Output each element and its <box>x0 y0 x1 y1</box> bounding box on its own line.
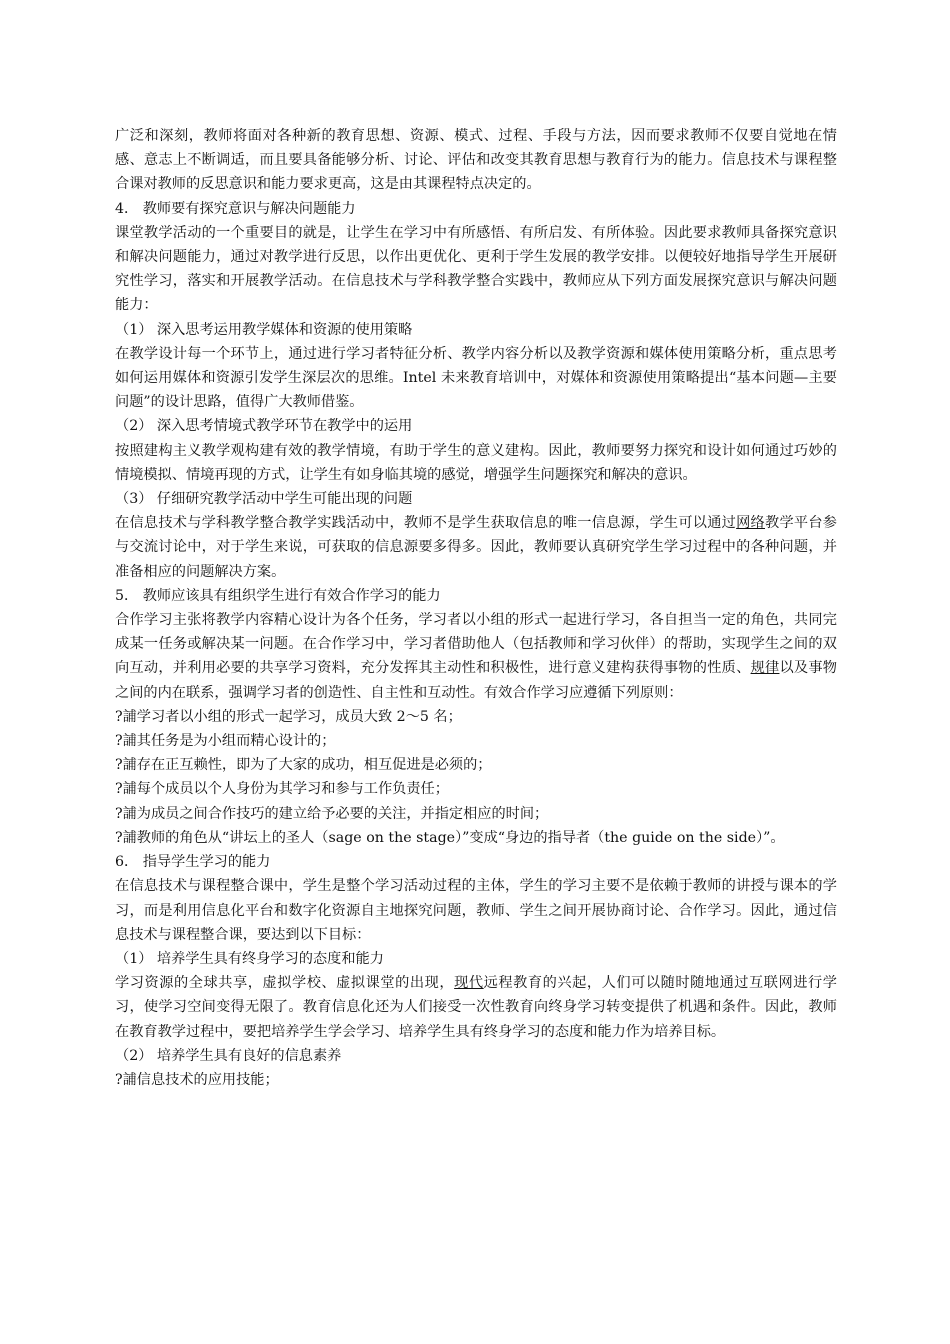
paragraph-body <box>115 608 837 705</box>
section-heading-6: 6． 指导学生学习的能力 <box>115 854 271 871</box>
list-item: ?誧学习者以小组的形式一起学习，成员大致 2～5 名； <box>115 708 462 725</box>
subheading: （2） 培养学生具有良好的信息素养 <box>115 1047 342 1064</box>
subheading: （1） 深入思考运用教学媒体和资源的使用策略 <box>115 321 413 338</box>
paragraph-body: 按照建构主义教学观构建有效的教学情境，有助于学生的意义建构。因此，教师要努力探究和设计如何通过巧妙的情境模拟、情境再现的方式，让学生有如身临其境的感觉，增强学生问题探究和解决的意识。 <box>115 442 837 483</box>
text-run: 学习资源的全球共享，虚拟学校、虚拟课堂的出现， <box>115 975 455 992</box>
text-run: 远程教育的兴起，人们可以随时随地通过互联网进行学习，使学习空间变得无限了。教育信息化还为人们接受一次性教育向终身学习转变提供了机遇和条件。因此，教师在教育教学过程中，要把培养学生学会学习、培养学生具有终身学习的态度和能力作为培养目标。 <box>115 975 837 1040</box>
link-network[interactable]: 网络 <box>736 515 765 532</box>
section-heading-5: 5． 教师应该具有组织学生进行有效合作学习的能力 <box>115 587 441 604</box>
paragraph-body <box>115 511 837 584</box>
document-body <box>115 124 837 1092</box>
list-item: ?誧为成员之间合作技巧的建立给予必要的关注，并指定相应的时间； <box>115 805 549 822</box>
subheading: （2） 深入思考情境式教学环节在教学中的运用 <box>115 418 413 435</box>
text-run: 合作学习主张将教学内容精心设计为各个任务，学习者以小组的形式一起进行学习，各自担当一定的角色，共同完成某一任务或解决某一问题。在合作学习中，学习者借助他人（包括教师和学习伙伴）的帮助，实现学生之间的双向互动，并利用必要的共享学习资料，充分发挥其主动性和积极性，进行意义建构获得事物的性质、 <box>115 612 837 677</box>
subheading: （3） 仔细研究教学活动中学生可能出现的问题 <box>115 491 413 508</box>
paragraph-body: 在信息技术与课程整合课中，学生是整个学习活动过程的主体，学生的学习主要不是依赖于教师的讲授与课本的学习，而是利用信息化平台和数字化资源自主地探究问题，教师、学生之间开展协商讨论、合作学习。因此，通过信息技术与课程整合课，要达到以下目标： <box>115 878 837 943</box>
section-heading-4: 4． 教师要有探究意识与解决问题能力 <box>115 200 356 217</box>
subheading: （1） 培养学生具有终身学习的态度和能力 <box>115 950 384 967</box>
link-law[interactable]: 规律 <box>750 660 780 677</box>
text-run: 教学平台参与交流讨论中，对于学生来说，可获取的信息源要多得多。因此，教师要认真研究学生学习过程中的各种问题，并准备相应的问题解决方案。 <box>115 515 837 580</box>
list-item: ?誧教师的角色从“讲坛上的圣人（sage on the stage）”变成“身边的指导者（the guide on the side）”。 <box>115 829 785 846</box>
list-item: ?誧其任务是为小组而精心设计的； <box>115 733 336 750</box>
paragraph-body <box>115 971 837 1044</box>
list-item: ?誧信息技术的应用技能； <box>115 1071 279 1088</box>
list-item: ?誧每个成员以个人身份为其学习和参与工作负责任； <box>115 781 449 798</box>
paragraph-body: 广泛和深刻，教师将面对各种新的教育思想、资源、模式、过程、手段与方法，因而要求教师不仅要自觉地在情感、意志上不断调适，而且要具备能够分析、讨论、评估和改变其教育思想与教育行为的能力。信息技术与课程整合课对教师的反思意识和能力要求更高，这是由其课程特点决定的。 <box>115 128 837 193</box>
list-item: ?誧存在正互赖性，即为了大家的成功，相互促进是必须的； <box>115 757 492 774</box>
link-modern[interactable]: 现代 <box>454 975 484 992</box>
paragraph-body: 在教学设计每一个环节上，通过进行学习者特征分析、教学内容分析以及教学资源和媒体使用策略分析，重点思考如何运用媒体和资源引发学生深层次的思维。Intel 未来教育培训中，对媒体和资源使用策略提出“基本问题—主要问题”的设计思路，值得广大教师借鉴。 <box>115 345 837 411</box>
paragraph-body: 课堂教学活动的一个重要目的就是，让学生在学习中有所感悟、有所启发、有所体验。因此要求教师具备探究意识和解决问题能力，通过对教学进行反思，以作出更优化、更利于学生发展的教学安排。以便较好地指导学生开展研究性学习，落实和开展教学活动。在信息技术与学科教学整合实践中，教师应从下列方面发展探究意识与解决问题能力： <box>115 224 837 314</box>
text-run: 以及事物之间的内在联系，强调学习者的创造性、自主性和互动性。有效合作学习应遵循下列原则： <box>115 660 837 701</box>
text-run: 在信息技术与学科教学整合教学实践活动中，教师不是学生获取信息的唯一信息源，学生可以通过 <box>115 515 737 532</box>
